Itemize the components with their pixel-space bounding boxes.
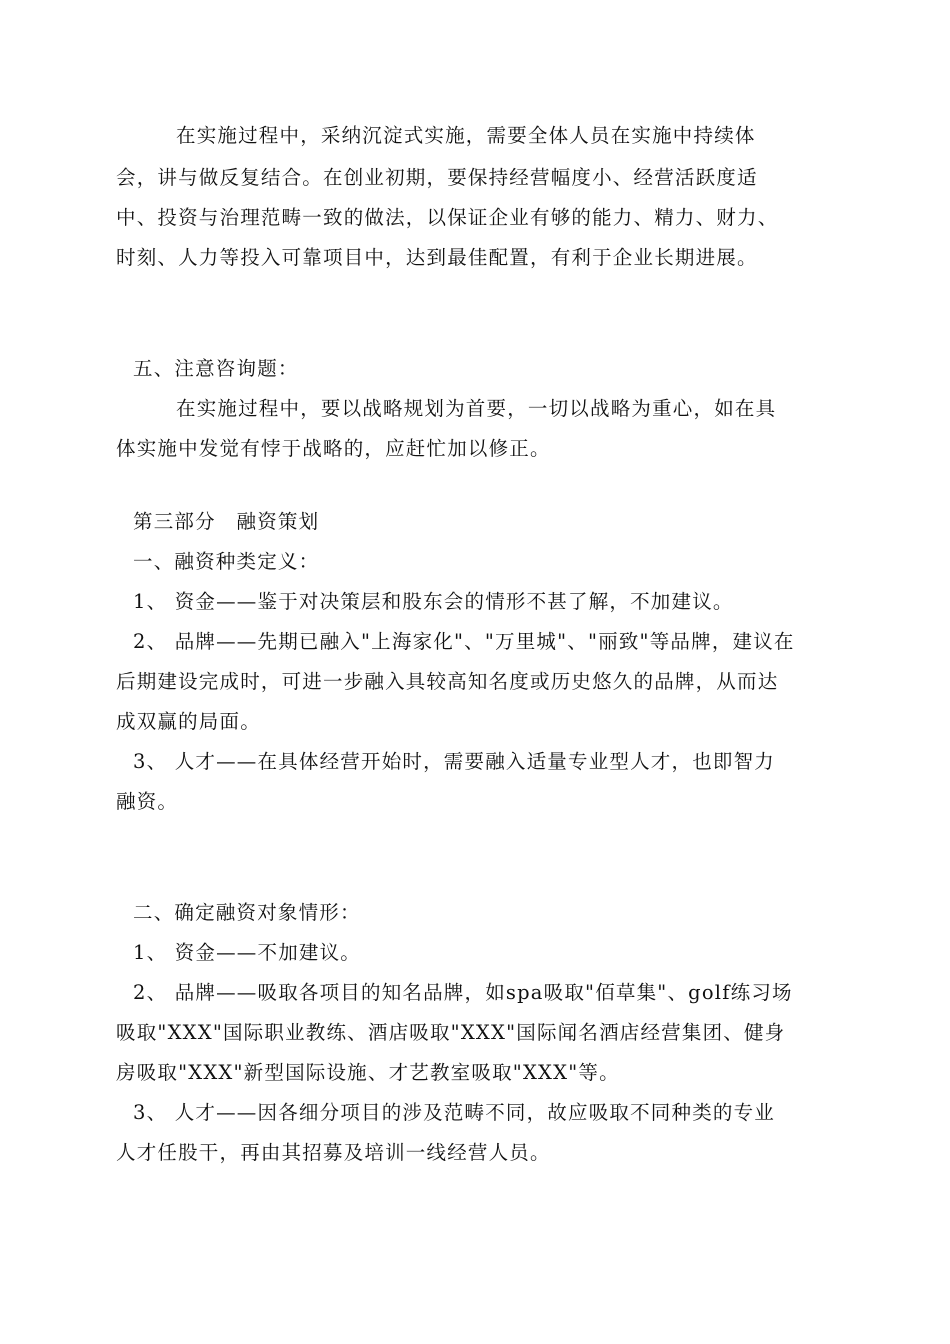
paragraph-line: 融资。 (116, 790, 179, 813)
section-heading: 二、确定融资对象情形： (133, 901, 361, 924)
paragraph-line: 后期建设完成时，可进一步融入具较高知名度或历史悠久的品牌，从而达 (116, 670, 779, 693)
list-item: 3、 人才——在具体经营开始时，需要融入适量专业型人才，也即智力 (133, 750, 776, 773)
paragraph-line: 中、投资与治理范畴一致的做法，以保证企业有够的能力、精力、财力、 (116, 206, 779, 229)
paragraph-line: 会，讲与做反复结合。在创业初期，要保持经营幅度小、经营活跃度适 (116, 166, 758, 189)
list-item: 1、 资金——鉴于对决策层和股东会的情形不甚了解，不加建议。 (133, 590, 734, 613)
paragraph-line: 吸取"XXX"国际职业教练、酒店吸取"XXX"国际闻名酒店经营集团、健身 (116, 1021, 786, 1044)
paragraph-line: 房吸取"XXX"新型国际设施、才艺教室吸取"XXX"等。 (116, 1061, 620, 1084)
section-heading: 一、融资种类定义： (133, 550, 320, 573)
paragraph-line: 时刻、人力等投入可靠项目中，达到最佳配置，有利于企业长期进展。 (116, 246, 758, 269)
section-heading: 五、注意咨询题： (133, 357, 299, 380)
paragraph-line: 体实施中发觉有悖于战略的，应赶忙加以修正。 (116, 437, 551, 460)
paragraph-line: 人才任股干，再由其招募及培训一线经营人员。 (116, 1141, 551, 1164)
part-heading: 第三部分 融资策划 (133, 510, 320, 533)
paragraph-line: 在实施过程中，采纳沉淀式实施，需要全体人员在实施中持续体 (176, 124, 756, 147)
list-item: 2、 品牌——吸取各项目的知名品牌，如spa吸取"佰草集"、golf练习场 (133, 981, 793, 1004)
list-item: 3、 人才——因各细分项目的涉及范畴不同，故应吸取不同种类的专业 (133, 1101, 776, 1124)
paragraph-line: 在实施过程中，要以战略规划为首要，一切以战略为重心，如在具 (176, 397, 777, 420)
paragraph-line: 成双赢的局面。 (116, 710, 261, 733)
list-item: 2、 品牌——先期已融入"上海家化"、"万里城"、"丽致"等品牌，建议在 (133, 630, 795, 653)
list-item: 1、 资金——不加建议。 (133, 941, 362, 964)
